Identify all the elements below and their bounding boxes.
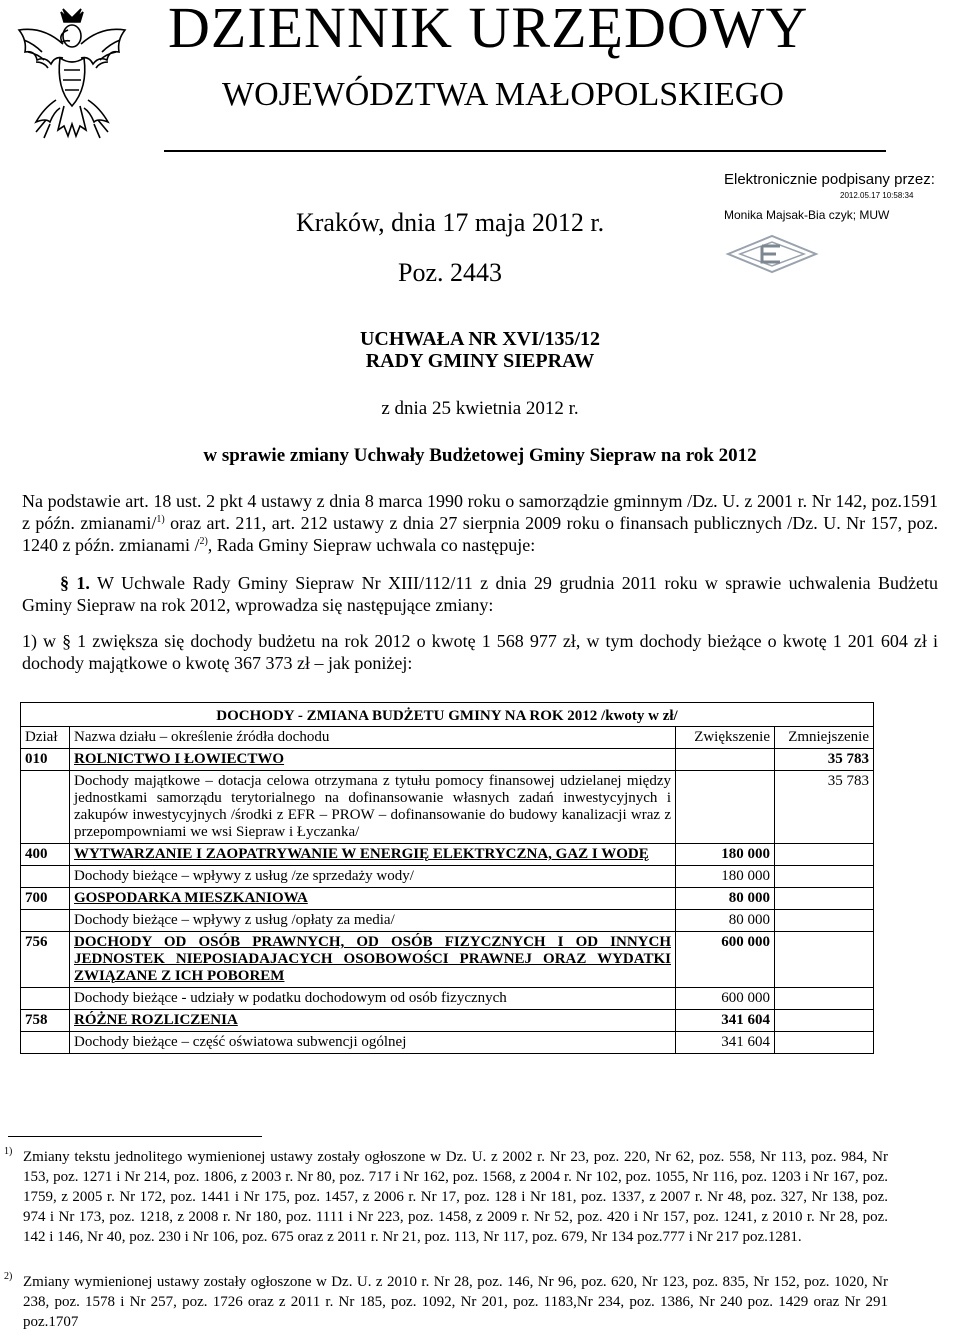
row-code (21, 771, 70, 844)
row-increase (676, 749, 775, 771)
table-caption: DOCHODY - ZMIANA BUDŻETU GMINY NA ROK 2012 /kwoty w zł/ (21, 703, 874, 727)
e-signature-logo-icon (724, 232, 820, 276)
row-name: Dochody bieżące – wpływy z usług /ze sprzedaży wody/ (70, 866, 676, 888)
row-increase: 341 604 (676, 1032, 775, 1054)
row-code: 010 (21, 749, 70, 771)
row-name: GOSPODARKA MIESZKANIOWA (70, 888, 676, 910)
row-decrease (775, 1010, 874, 1032)
table-detail-row (21, 1032, 874, 1054)
row-name: Dochody bieżące - udziały w podatku dochodowym od osób fizycznych (70, 988, 676, 1010)
row-decrease: 35 783 (775, 749, 874, 771)
row-name: ROLNICTWO I ŁOWIECTWO (70, 749, 676, 771)
footnote-1: 1) Zmiany tekstu jednolitego wymienionej ustawy zostały ogłoszone w Dz. U. z 2002 r. Nr 23, poz. 220, Nr 62, poz. 558, Nr 113, poz. 984, Nr 153, poz. 1271 i Nr 214, poz. 1806, z 2003 r. Nr 80, poz. 717 i Nr 162, poz. 1568, z 2004 r. Nr 102, poz. 1055, Nr 116, poz. 1203 i Nr 167, poz. 1759, z 2005 r. Nr 172, poz. 1441 i Nr 175, poz. 1457, z 2006 r. Nr 17, poz. 128 i Nr 181, poz. 1337, z 2007 r. Nr 48, poz. 327, Nr 138, poz. 974 i Nr 173, poz. 1218, z 2008 r. Nr 180, poz. 1111 i Nr 223, poz. 1458, z 2009 r. Nr 52, poz. 420 i Nr 157, poz. 1241, z 2010 r. Nr 28, poz. 142 i 146, Nr 40, poz. 230 i Nr 106, poz. 675 oraz z 2011 r. Nr 21, poz. 113, Nr 117, poz. 679, Nr 134 poz.777 i Nr 217 poz.1281. (4, 1146, 888, 1245)
row-decrease (775, 888, 874, 910)
row-increase: 600 000 (676, 932, 775, 988)
row-code (21, 910, 70, 932)
table-section-row (21, 888, 874, 910)
row-name: Dochody bieżące – część oświatowa subwencji ogólnej (70, 1032, 676, 1054)
row-code (21, 866, 70, 888)
signature-signer: Monika Majsak-Bia czyk; MUW (724, 208, 890, 222)
row-code: 756 (21, 932, 70, 988)
row-increase: 80 000 (676, 910, 775, 932)
header-dzial: Dział (21, 727, 70, 749)
signature-timestamp: 2012.05.17 10:58:34 (840, 191, 914, 200)
row-code: 700 (21, 888, 70, 910)
row-decrease: 35 783 (775, 771, 874, 844)
row-increase (676, 771, 775, 844)
row-increase: 600 000 (676, 988, 775, 1010)
row-decrease (775, 932, 874, 988)
row-increase: 180 000 (676, 844, 775, 866)
table-section-row (21, 932, 874, 988)
header-nazwa: Nazwa działu – określenie źródła dochodu (70, 727, 676, 749)
row-name: WYTWARZANIE I ZAOPATRYWANIE W ENERGIĘ ELEKTRYCZNA, GAZ I WODĘ (70, 844, 676, 866)
position-number: Poz. 2443 (398, 258, 502, 287)
signature-label: Elektronicznie podpisany przez: (724, 171, 935, 188)
resolution-council: RADY GMINY SIEPRAW (365, 350, 595, 372)
row-name: Dochody majątkowe – dotacja celowa otrzymana z tytułu pomocy finansowej udzielanej między jednostkami samorządu terytorialnego na dofinansowanie własnych zadań inwestycyjnych i zakupów inwestycyjnych /środki z EFR – PROW – dofinansowanie do budowy kanalizacji wraz z przepompowniami we wsi Siepraw i Łyczanka/ (70, 771, 676, 844)
masthead-rule (164, 150, 886, 152)
masthead-subtitle: WOJEWÓDZTWA MAŁOPOLSKIEGO (222, 76, 784, 113)
table-section-row (21, 844, 874, 866)
table-header-row (21, 727, 874, 749)
row-decrease (775, 910, 874, 932)
row-decrease (775, 866, 874, 888)
section-1-paragraph: § 1. W Uchwale Rady Gminy Siepraw Nr XIII/112/11 z dnia 29 grudnia 2011 roku w sprawie uchwalenia Budżetu Gminy Siepraw na rok 2012, wprowadza się następujące zmiany: (22, 573, 939, 615)
row-increase: 341 604 (676, 1010, 775, 1032)
preamble-paragraph: Na podstawie art. 18 ust. 2 pkt 4 ustawy z dnia 8 marca 1990 roku o samorządzie gminnym /Dz. U. z 2001 r. Nr 142, poz.1591 z późn. zmianami/$^{1)}$ oraz art. 211, art. 212 ustawy z dnia 27 sierpnia 2009 roku o finansach publicznych /Dz. U. Nr 157, poz. 1240 z późn. zmianami /$^{2)}$, Rada Gminy Siepraw uchwala co następuje: (22, 491, 938, 555)
row-decrease (775, 1032, 874, 1054)
place-date: Kraków, dnia 17 maja 2012 r. (296, 208, 605, 237)
table-detail-row (21, 988, 874, 1010)
table-section-row (21, 749, 874, 771)
section-mark: § 1. (60, 573, 90, 593)
table-detail-row (21, 866, 874, 888)
row-increase: 80 000 (676, 888, 775, 910)
row-code (21, 988, 70, 1010)
resolution-subject: w sprawie zmiany Uchwały Budżetowej Gminy Siepraw na rok 2012 (203, 445, 757, 466)
row-name: Dochody bieżące – wpływy z usług /opłaty za media/ (70, 910, 676, 932)
row-code: 758 (21, 1010, 70, 1032)
header-zwiekszenie: Zwiększenie (676, 727, 775, 749)
budget-table (20, 702, 874, 1054)
header-zmniejszenie: Zmniejszenie (775, 727, 874, 749)
footnote-2: 2) Zmiany wymienionej ustawy zostały ogłoszone w Dz. U. z 2010 r. Nr 28, poz. 146, Nr 96, poz. 620, Nr 123, poz. 835, Nr 152, poz. 1020, Nr 238, poz. 1578 i Nr 257, poz. 1726 oraz z 2011 r. Nr 185, poz. 1092, Nr 201, poz. 1183,Nr 234, poz. 1386, Nr 240 poz. 1429 oraz Nr 291 poz.1707 (4, 1271, 888, 1330)
resolution-date: z dnia 25 kwietnia 2012 r. (381, 398, 579, 419)
polish-eagle-icon (6, 0, 138, 150)
masthead-title: DZIENNIK URZĘDOWY (168, 0, 809, 60)
row-name: DOCHODY OD OSÓB PRAWNYCH, OD OSÓB FIZYCZNYCH I OD INNYCH JEDNOSTEK NIEPOSIADAJACYCH OSOBOWOŚCI PRAWNEJ ORAZ WYDATKI ZWIĄZANE Z ICH POBOREM (70, 932, 676, 988)
item-1-paragraph: 1) w § 1 zwiększa się dochody budżetu na rok 2012 o kwotę 1 568 977 zł, w tym dochody bieżące o kwotę 1 201 604 zł i dochody majątkowe o kwotę 367 373 zł – jak poniżej: (22, 631, 938, 673)
table-section-row (21, 1010, 874, 1032)
row-increase: 180 000 (676, 866, 775, 888)
row-code: 400 (21, 844, 70, 866)
row-decrease (775, 988, 874, 1010)
row-name: RÓŻNE ROZLICZENIA (70, 1010, 676, 1032)
row-decrease (775, 844, 874, 866)
table-detail-row (21, 910, 874, 932)
footnote-rule (8, 1136, 262, 1137)
row-code (21, 1032, 70, 1054)
table-detail-row (21, 771, 874, 844)
resolution-title: UCHWAŁA NR XVI/135/12 (359, 328, 601, 350)
